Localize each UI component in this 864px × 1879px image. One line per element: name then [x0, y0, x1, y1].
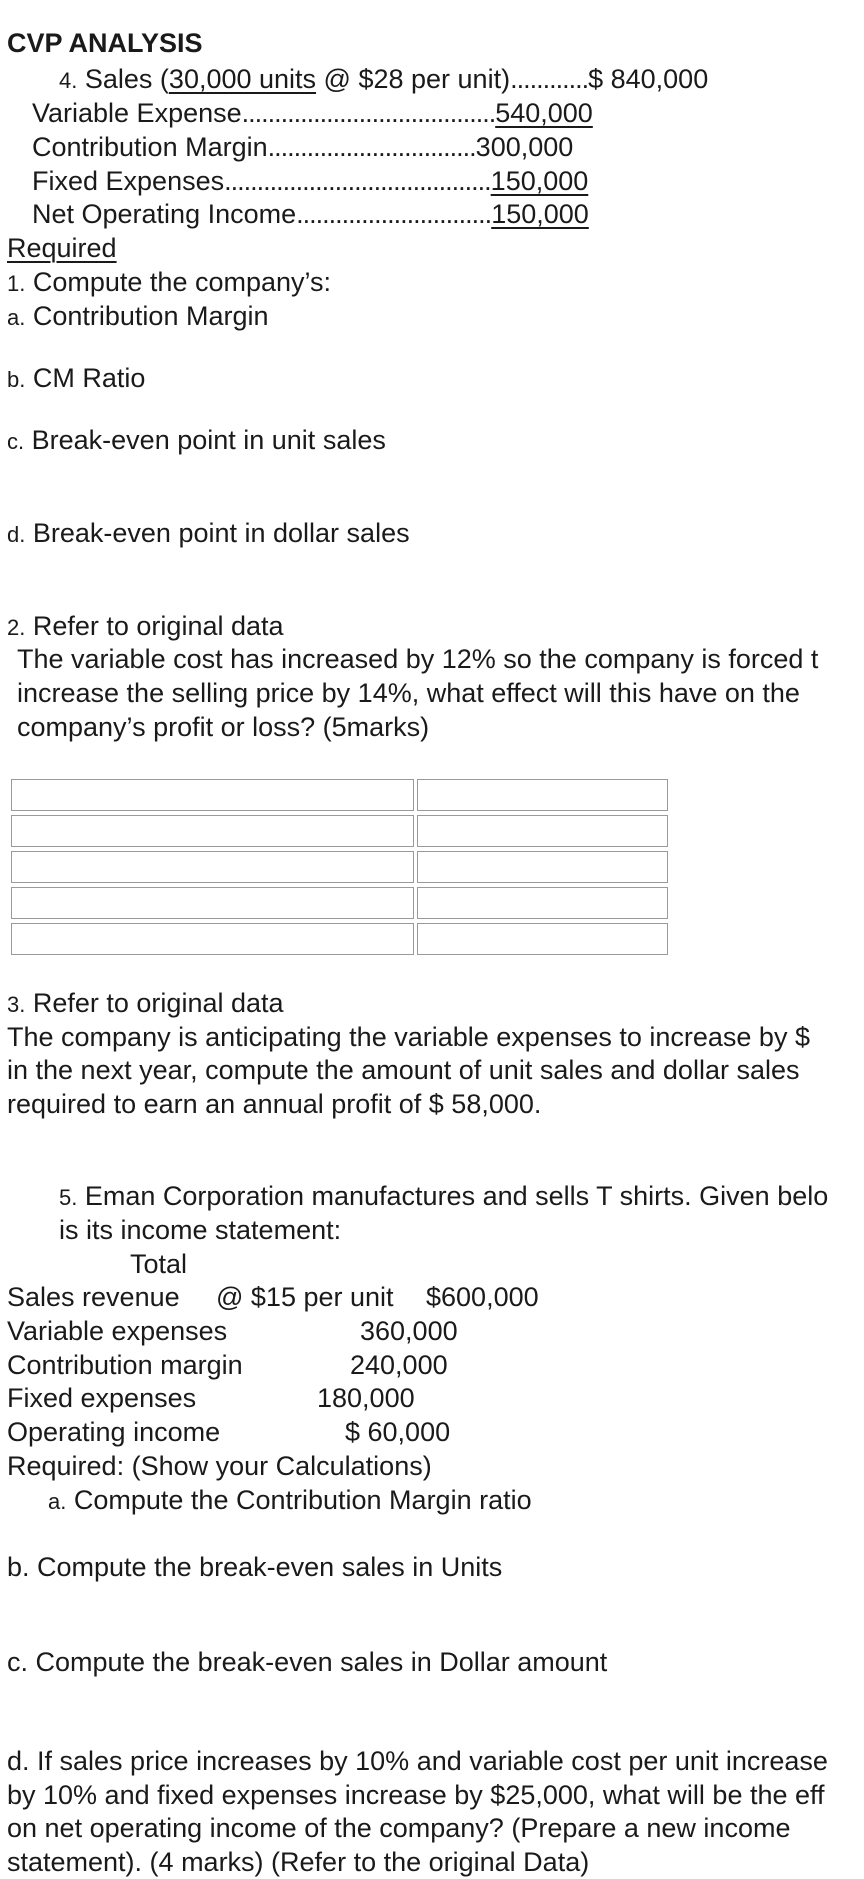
answer-cell[interactable] [417, 851, 668, 883]
q5-intro-2: is its income statement: [59, 1215, 342, 1245]
q5-req-d-3: on net operating income of the company? (Prepare a new income [7, 1813, 791, 1843]
q5-required: Required: (Show your Calculations) [7, 1451, 432, 1481]
answer-cell[interactable] [417, 779, 668, 811]
q4-req3-text-1: The company is anticipating the variable expenses to increase by $ [7, 1022, 810, 1052]
q4-req2-text-1: The variable cost has increased by 12% so the company is forced t [17, 644, 819, 674]
q4-fixed-line [32, 165, 588, 198]
q4-variable-label: Variable Expense [32, 98, 242, 128]
answer-cell[interactable] [11, 887, 414, 919]
q4-req2: 2. Refer to original data [7, 611, 284, 641]
page-title: CVP ANALYSIS [7, 28, 203, 58]
q4-req2-text-3: company’s profit or loss? (5marks) [17, 712, 430, 742]
q4-sales-value: $ 840,000 [588, 64, 709, 94]
q5-total-header: Total [130, 1249, 188, 1279]
answer-cell[interactable] [11, 851, 414, 883]
q4-variable-value: 540,000 [495, 98, 593, 128]
q4-req2-text-2: increase the selling price by 14%, what effect will this have on the [17, 678, 800, 708]
table-row [11, 923, 668, 955]
q5-req-b: b. Compute the break-even sales in Units [7, 1552, 503, 1582]
leader-dots: ....................................... [241, 98, 496, 128]
q5-req-d-1: d. If sales price increases by 10% and variable cost per unit increase [7, 1746, 828, 1776]
q5-req-a: a. Compute the Contribution Margin ratio [48, 1485, 532, 1515]
q4-req1d: d. Break-even point in dollar sales [7, 518, 410, 548]
q5-req-d-2: by 10% and fixed expenses increase by $25,000, what will be the eff [7, 1780, 825, 1810]
table-row [11, 779, 668, 811]
q4-req1: 1. Compute the company’s: [7, 267, 332, 297]
q5-variable-label: Variable expenses [7, 1316, 228, 1346]
q4-sales-price: @ $28 per unit) [316, 64, 511, 94]
q4-req3: 3. Refer to original data [7, 988, 284, 1018]
q5-sales-value: $600,000 [426, 1282, 539, 1312]
q4-sales-units: 30,000 units [168, 64, 317, 94]
answer-cell[interactable] [11, 779, 414, 811]
q4-req3-text-3: required to earn an annual profit of $ 58,000. [7, 1089, 542, 1119]
q4-required-heading: Required [7, 233, 117, 263]
leader-dots: ................................ [267, 132, 476, 162]
answer-cell[interactable] [417, 815, 668, 847]
q5-req-d-4: statement). (4 marks) (Refer to the original Data) [7, 1847, 590, 1877]
q5-variable-value: 360,000 [360, 1316, 458, 1346]
q4-cm-label: Contribution Margin [32, 132, 268, 162]
q4-req1b: b. CM Ratio [7, 363, 146, 393]
q5-fixed-label: Fixed expenses [7, 1383, 197, 1413]
q4-number: 4. [59, 68, 78, 93]
q5-cm-value: 240,000 [350, 1350, 448, 1380]
table-row [11, 887, 668, 919]
q4-noi-value: 150,000 [491, 199, 589, 229]
leader-dots: ......................................... [224, 166, 491, 196]
q4-cm-line [32, 131, 573, 164]
answer-cell[interactable] [417, 887, 668, 919]
q4-fixed-label: Fixed Expenses [32, 166, 225, 196]
q4-cm-value: 300,000 [475, 132, 574, 162]
answer-cell[interactable] [11, 815, 414, 847]
q5-number: 5. [59, 1185, 78, 1210]
answer-table [8, 775, 671, 959]
q5-oi-value: $ 60,000 [345, 1417, 451, 1447]
q4-noi-label: Net Operating Income [32, 199, 297, 229]
q4-req1a: a. Contribution Margin [7, 301, 269, 331]
q5-sales-label: Sales revenue [7, 1282, 180, 1312]
answer-cell[interactable] [417, 923, 668, 955]
q5-fixed-value: 180,000 [317, 1383, 415, 1413]
q5-cm-label: Contribution margin [7, 1350, 243, 1380]
q4-req1c: c. Break-even point in unit sales [7, 425, 386, 455]
q4-sales-line [59, 63, 708, 97]
leader-dots: .............................. [296, 199, 492, 229]
q4-sales-label: Sales ( [84, 64, 169, 94]
q5-req-c: c. Compute the break-even sales in Dollar amount [7, 1647, 608, 1677]
table-row [11, 815, 668, 847]
q4-variable-line [32, 97, 593, 130]
q4-noi-line [32, 198, 589, 231]
q4-fixed-value: 150,000 [490, 166, 589, 196]
table-row [11, 851, 668, 883]
q5-intro-1: 5. Eman Corporation manufactures and sells T shirts. Given belo [59, 1181, 829, 1211]
q5-sales-price: @ $15 per unit [216, 1282, 394, 1312]
q5-oi-label: Operating income [7, 1417, 221, 1447]
answer-cell[interactable] [11, 923, 414, 955]
q4-req3-text-2: in the next year, compute the amount of unit sales and dollar sales [7, 1055, 800, 1085]
leader-dots: ............ [510, 64, 589, 94]
